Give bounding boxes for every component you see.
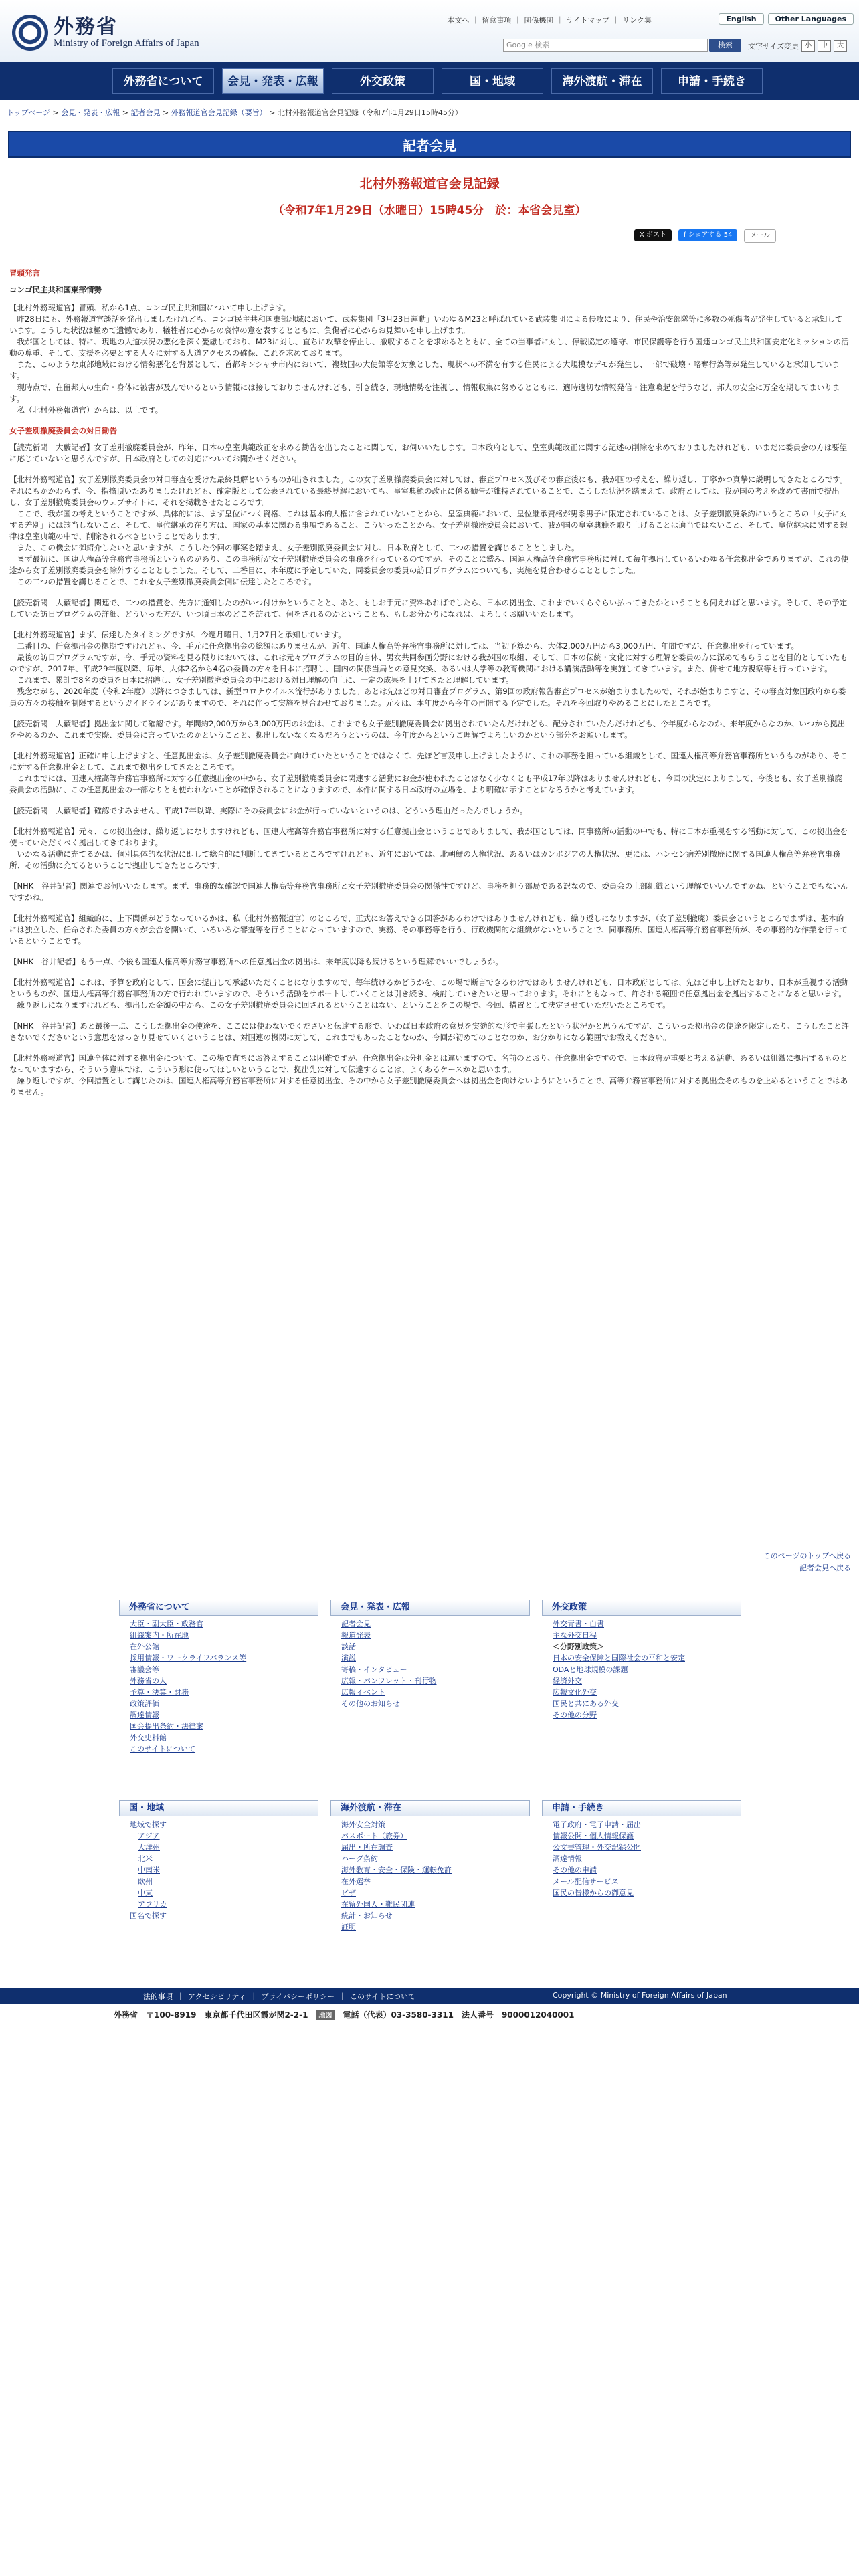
page-subtitle: （令和7年1月29日（水曜日）15時45分 於：本省会見室） xyxy=(272,204,587,217)
answer: この二つの措置を講じることで、これを女子差別撤廃委員会側に伝達したところです。 xyxy=(9,577,316,586)
paragraph: 【北村外務報道官】冒頭、私から1点、コンゴ民主共和国について申し上げます。 xyxy=(9,303,291,312)
section-heading: 女子差別撤廃委員会の対日勧告 xyxy=(9,426,117,435)
paragraph: また、このような東部地域における情勢悪化を背景として、首都キンシャサ市内において、複数国の大使館等を対象とした、現状への不満を有する住民による大規模なデモが発生し、一部で破壊・略奪行為等が発生していると承知しています。 xyxy=(9,360,840,381)
nav-item-region[interactable]: 国・地域 xyxy=(442,68,543,94)
back-to-top-link[interactable]: このページのトップへ戻る xyxy=(763,1551,851,1560)
answer: 繰り返しですが、今回措置として講じたのは、国連人権高等弁務官事務所に対する任意拠出金、その中から女子差別撤廃委員会へは拠出金を向けないようにということで、高等弁務官事務所に対する拠出金そのものを止めるということではありません。 xyxy=(9,1076,848,1097)
footer-link[interactable]: 政策評価 xyxy=(130,1699,159,1708)
back-to-press-link[interactable]: 記者会見へ戻る xyxy=(799,1564,851,1572)
site-logo[interactable] xyxy=(12,15,199,51)
footer-address xyxy=(114,2009,574,2020)
emblem-icon xyxy=(12,15,48,51)
footer-link[interactable]: その他の分野 xyxy=(553,1711,597,1719)
question: 【読売新聞 大藪記者】確認ですみません、平成17年以降、実際にその委員会にお金が行っていないというのは、どういう理由だったんでしょうか。 xyxy=(9,806,528,815)
util-link[interactable]: サイトマップ xyxy=(566,16,610,25)
answer: ここで、我が国の考えということですが、具体的には、まず皇位につく資格、これは基本的人権に含まれていないことから、皇室典範において、皇位継承資格が男系男子に限定されていることは、女子差別撤廃条約にいうところの「女子に対する差別」には該当しないこと、そして、皇位継承の在り方は、国家の基本に関わる事項であること、こういったことから、女子差別撤廃委員会において、我が国の皇室典範を取り上げることは適当ではないこと、そして、皇位継承に関する規律は皇室典範の中で、削除されるべきということであります。 xyxy=(9,509,848,541)
separator: ｜ xyxy=(472,16,480,25)
answer: 【北村外務報道官】女子差別撤廃委員会の対日審査を受けた最終見解というものが出されました。この女子差別撤廃委員会に対しては、審査プロセス及びその審査後にも、我が国の考えを、繰り返し、丁寧かつ真摯に説明してきたところです。それにもかかわらず、今、指摘頂いたありましたけれども、確定版として公表されている最終見解においても、皇室典範の改正に係る勧告が維持されていることで、こうした状況を踏まえて、政府としては、我が国の考えを改めて書面で提出し、女子差別撤廃委員会のウェブサイトに、それを掲載させたところです。 xyxy=(9,475,848,507)
other-languages-button[interactable]: Other Languages xyxy=(768,13,854,25)
section-heading: 冒頭発言 xyxy=(9,268,40,278)
font-size-medium-button[interactable]: 中 xyxy=(818,40,831,52)
footer-link[interactable]: 日本の安全保障と国際社会の平和と安定 xyxy=(553,1654,685,1662)
answer: これまで、累計で8名の委員を日本に招聘し、女子差別撤廃委員会の中における対日理解の向上に、一定の成果を上げてきたと理解しています。 xyxy=(9,675,514,685)
logo-en: Ministry of Foreign Affairs of Japan xyxy=(54,37,199,49)
answer: 【北村外務報道官】組織的に、上下関係がどうなっているかは、私（北村外務報道官）のところで、正式にお答えできる回答があるわけではありませんけれども、繰り返しになりますが、（女子差別撤廃）委員会というところでまずは、基本的には独立した、任命された委員の方々が会合を開いて、いろいろな審査等を行うことになっていますので、実務、その事務等を行う、行政機関的な組織がないということで、同事務所、国連人権高等弁務官事務所が、その事務的な作業を行っているということです。 xyxy=(9,914,848,946)
footer-link[interactable]: 届出・所在調査 xyxy=(341,1843,393,1852)
copyright: Copyright © Ministry of Foreign Affairs of Japan xyxy=(553,1991,727,2000)
answer: まず最初に、国連人権高等弁務官事務所というものがあり、この事務所が女子差別撤廃委員会の事務を行っているのですが、そのことに鑑み、国連人権高等弁務官事務所に対して毎年拠出しているいわゆる任意拠出金でありますが、これの使途から女子差別撤廃委員会を除外することとしました。そして、二番目に、本年度に予定していた、同委員会の委員の訪日プログラムについても、実施を見合わせることとしました。 xyxy=(9,554,849,575)
answer: これまでには、国連人権高等弁務官事務所に対する任意拠出金の中から、女子差別撤廃委員会に関連する活動にお金が使われたことはなく少なくとも平成17年以降はありませんけれども、今回の決定によりまして、今後とも、女子差別撤廃委員会の活動に、この任意拠出金の一部なりとも使われないことが確保されることになりますので、本件に関する日本政府の立場を、より明確に示すことになろうかと考えています。 xyxy=(9,774,842,794)
nav-item-press[interactable]: 会見・発表・広報 xyxy=(222,68,324,94)
utility-links xyxy=(447,15,652,25)
footer-link[interactable]: 公文書管理・外交記録公開 xyxy=(553,1843,641,1852)
footer-link[interactable]: 国名で探す xyxy=(130,1911,167,1920)
corporate-number: 法人番号 9000012040001 xyxy=(461,2010,575,2020)
footer-col-region xyxy=(119,1800,318,1921)
mail-share-button[interactable]: メール xyxy=(744,229,776,243)
footer-link[interactable]: アジア xyxy=(138,1832,160,1840)
footer-link[interactable]: 情報公開・個人情報保護 xyxy=(553,1832,634,1840)
footer-link[interactable]: 経済外交 xyxy=(553,1677,582,1685)
footer-subheading: ＜分野別政策＞ xyxy=(553,1642,604,1651)
footer-link[interactable]: 在外公館 xyxy=(130,1642,159,1651)
footer-legal-link[interactable]: 法的事項 xyxy=(143,1992,173,2001)
question: 【NHK 谷井記者】あと最後一点、こうした拠出金の使途を、ここには使わないでくださいと伝達する形で、いわば日本政府の意見を実効的な形で主張したという状況かと思うんですが、こういった拠出金の使途を限定したり、こうしたこと許さないでくださいという意思をはっきり見せていくということは、対国連の機関に対して、これまでもあったことなのか、今回が初めてのことなのか、お分かりになる範囲でお教えください。 xyxy=(9,1021,850,1042)
util-link[interactable]: 留意事項 xyxy=(482,16,512,25)
footer-link[interactable]: パスポート（旅券） xyxy=(341,1832,407,1840)
footer-link[interactable]: 大臣・副大臣・政務官 xyxy=(130,1620,203,1628)
footer-heading[interactable]: 申請・手続き xyxy=(542,1800,741,1816)
org-name: 外務省 xyxy=(114,2010,138,2020)
separator: ｜ xyxy=(556,16,564,25)
map-link[interactable]: 地図 xyxy=(316,2010,335,2020)
answer: 二番目の、任意拠出金の拠期ですけれども、今、手元に任意拠出金の総額はありませんが、近年、国連人権高等弁務官事務所に対しては、当初予算から、大体2,000万円から3,000万円、年間ですが、任意拠出を行っています。 xyxy=(9,641,799,651)
paragraph: 私（北村外務報道官）からは、以上です。 xyxy=(9,405,163,415)
footer-link[interactable]: 北米 xyxy=(138,1854,153,1863)
answer: 最後の訪日プログラムですが、今、手元の資料を見る限りにおいては、これは元々プログラムの目的自体、男女共同参画分野における我が国の取組、そして、日本の伝統・文化に対する理解を委員の方に深めてもらうことを目的としていたものですが、2017年、平成29年度以降、毎年、大体2名から4名の委員の方々を日本に招聘し、国内の関係当局との意見交換、あるいは大学等の教育機関における講演活動等を実施してきています。また、併せて地方視察等も行っています。 xyxy=(9,653,848,673)
question: 【読売新聞 大藪記者】拠出金に関して確認です。年間約2,000万から3,000万円のお金は、これまでも女子差別撤廃委員会に拠出されていたんだけれども、配分されていたんだけれども、今年度からなのか、来年度からなのか、いつから拠出をやめるのか、これまで実際、委員会に言っていたのかということと、拠出しないなくなるだろうというのは、今年度からというご理解でよろしいのかという部分をお願いします。 xyxy=(9,719,846,740)
footer-col-press xyxy=(330,1600,530,1709)
footer-link[interactable]: メール配信サービス xyxy=(553,1877,619,1886)
search-button[interactable]: 検索 xyxy=(709,39,741,52)
postal-address: 〒100-8919 東京都千代田区霞が関2-2-1 xyxy=(146,2010,308,2020)
font-size-label: 文字サイズ変更 xyxy=(748,42,799,51)
phone: 電話（代表）03-3580-3311 xyxy=(343,2010,454,2020)
facebook-share-button[interactable]: f シェアする 54 xyxy=(678,229,737,241)
nav-item-application[interactable]: 申請・手続き xyxy=(661,68,763,94)
util-link[interactable]: 本文へ xyxy=(447,16,470,25)
main-content xyxy=(9,258,850,1107)
footer-link[interactable]: 欧州 xyxy=(138,1877,153,1886)
footer-col-travel xyxy=(330,1800,530,1933)
footer-link[interactable]: 広報・パンフレット・刊行物 xyxy=(341,1677,437,1685)
footer-link[interactable]: アフリカ xyxy=(138,1900,167,1909)
answer: また、この機会に御紹介したいと思いますが、こうした今回の事案を踏まえ、女子差別撤廃委員会に対し、日本政府として、二つの措置を講じることとしました。 xyxy=(9,543,579,552)
footer-accessibility-link[interactable]: アクセシビリティ xyxy=(188,1992,246,2001)
subsection-heading: コンゴ民主共和国東部情勢 xyxy=(9,285,102,294)
separator: ｜ xyxy=(177,1992,184,2001)
footer-heading[interactable]: 国・地域 xyxy=(119,1800,318,1816)
footer-link[interactable]: 在留外国人・難民関連 xyxy=(341,1900,415,1909)
paragraph: 現時点で、在留邦人の生命・身体に被害が及んでいるという情報には接しておりませんけれども、引き続き、現地情勢を注視し、情報収集に努めるとともに、適時適切な情報発信・注意喚起を行うなど、邦人の安全に万全を期してまいります。 xyxy=(9,383,840,403)
footer-link[interactable]: ハーグ条約 xyxy=(341,1854,378,1863)
answer: 【北村外務報道官】元々、この拠出金は、繰り返しになりますけれども、国連人権高等弁務官事務所に対する任意拠出金ということでありまして、我が国としては、同事務所の活動の中でも、特に日本が重視をする活動に対して、この拠出金を使っていただくべく拠出してきております。 xyxy=(9,827,848,847)
separator: ｜ xyxy=(339,1992,347,2001)
footer-link[interactable]: 国会提出条約・法律案 xyxy=(130,1722,203,1731)
footer-link[interactable]: 調達情報 xyxy=(130,1711,159,1719)
footer-link[interactable]: 地域で探す xyxy=(130,1820,167,1829)
footer-heading[interactable]: 外務省について xyxy=(119,1600,318,1616)
footer-col-about xyxy=(119,1600,318,1755)
separator: ｜ xyxy=(250,1992,258,2001)
breadcrumb-link[interactable]: 外務報道官会見記録（要旨） xyxy=(171,108,267,117)
page-title: 北村外務報道官会見記録 xyxy=(359,177,500,191)
footer-link[interactable]: 審議会等 xyxy=(130,1665,159,1674)
answer: 【北村外務報道官】正確に申し上げますと、任意拠出金は、女子差別撤廃委員会に向けていたということではなくて、先ほど言及申し上げましたように、これの事務を担っている組織として、国連人権高等弁務官事務所というものがあり、そこに対する任意拠出金として、これまで拠出をしてきたところです。 xyxy=(9,751,848,772)
footer-link[interactable]: 中東 xyxy=(138,1889,153,1897)
nav-item-policy[interactable]: 外交政策 xyxy=(332,68,434,94)
breadcrumb-link[interactable]: 記者会見 xyxy=(130,108,161,117)
footer-link[interactable]: 報道発表 xyxy=(341,1631,371,1640)
english-button[interactable]: English xyxy=(719,13,763,25)
global-nav xyxy=(0,62,859,100)
share-buttons xyxy=(634,229,776,243)
footer-heading[interactable]: 会見・発表・広報 xyxy=(330,1600,530,1616)
nav-item-travel[interactable]: 海外渡航・滞在 xyxy=(551,68,653,94)
footer-link[interactable]: 広報イベント xyxy=(341,1688,385,1697)
nav-item-about[interactable]: 外務省について xyxy=(112,68,214,94)
answer: 残念ながら、2020年度（令和2年度）以降につきましては、新型コロナウイルス流行がありました。あとは先ほどの対日審査プログラム、第9回の政府報告審査プロセスが始まりましたので、それが始まりますと、その審査対象国政府から委員の方々の接触を制限するというガイドラインがありますので、それに伴って実施を見合わせておりました。元々は、本年度から今年の再開する予定でした。それを今回取りやめることにしたところです。 xyxy=(9,687,846,708)
separator: ｜ xyxy=(612,16,620,25)
paragraph: 昨28日にも、外務報道官談話を発出しましたけれども、コンゴ民主共和国東部地域において、武装集団「3月23日運動」いわゆるM23と呼ばれている武装集団による侵攻により、住民や治安部隊等に多数の死傷者が発生していると承知しています。こうした状況は極めて遺憾であり、犠牲者に心からの哀悼の意を表するとともに、負傷者に心からお見舞いを申し上げます。 xyxy=(9,314,843,335)
footer-link[interactable]: その他のお知らせ xyxy=(341,1699,400,1708)
question: 【読売新聞 大藪記者】関連で、二つの措置を、先方に通知したのがいつ付けかということと、あと、もしお手元に資料あればでしたら、日本の拠出金、これまでいくらぐらい払ってきたかということも伺えればと思います。そして、その予定していた訪日プログラムの詳細、どういった方が、いつ頃日本のどこを訪れて、何をされるのかということも、もしお分かりになれば、よろしくお願いいたします。 xyxy=(9,598,848,619)
font-size-small-button[interactable]: 小 xyxy=(801,40,815,52)
footer-link[interactable]: 外交青書・白書 xyxy=(553,1620,604,1628)
footer-link[interactable]: 談話 xyxy=(341,1642,356,1651)
answer: 【北村外務報道官】これは、予算を政府として、国会に提出して承認いただくことになりますので、毎年続けるかどうかを、この場で断言できるわけではありませんけれども、日本政府としては、先ほど申し上げたとおり、日本が重視する活動というものが、国連人権高等弁務官事務所の方で行われていますので、そういう活動をサポートしていくことは引き続き、検討していきたいと思っております。それにともなって、許される範囲で任意拠出金を拠出することになると思います。 xyxy=(9,978,848,998)
site-header xyxy=(0,0,859,62)
footer-link[interactable]: 外交史料館 xyxy=(130,1733,167,1742)
question: 【読売新聞 大藪記者】女子差別撤廃委員会が、昨年、日本の皇室典範改正を求める勧告を出したことに関して、お伺いいたします。日本政府として、皇室典範改正に関する記述の削除を求めておりましたけれども、いまだに委員会の方は要望に応じていないと思うんですが、日本政府としての対応についてお聞かせください。 xyxy=(9,443,848,463)
answer: いかなる活動に充てるかは、個別具体的な状況に即して総合的に判断してきているところですけれども、近年においては、北朝鮮の人権状況、あるいはカンボジアの人権状況、更には、ハンセン病差別撤廃に関する国連人権高等弁務官事務所、その活動に充てるということで拠出してきたところです。 xyxy=(9,849,840,870)
footer-col-policy xyxy=(542,1600,741,1721)
question: 【NHK 谷井記者】関連でお伺いいたします。まず、事務的な確認で国連人権高等弁務官事務所と女子差別撤廃委員会の関係性ですけど、事務を担う部局である訳なので、委員会の上部組織という理解でいいんですかね、ということでもないんですかね。 xyxy=(9,881,848,902)
breadcrumb-current: 北村外務報道官会見記録（令和7年1月29日15時45分） xyxy=(277,108,462,117)
footer-link[interactable]: 国民と共にある外交 xyxy=(553,1699,619,1708)
logo-ja: 外務省 xyxy=(54,15,118,39)
footer-link[interactable]: このサイトについて xyxy=(130,1745,196,1753)
footer-link[interactable]: 在外選挙 xyxy=(341,1877,371,1886)
footer-link[interactable]: 採用情報・ワークライフバランス等 xyxy=(130,1654,247,1662)
font-size-large-button[interactable]: 大 xyxy=(834,40,847,52)
footer-link[interactable]: 大洋州 xyxy=(138,1843,160,1852)
answer: 【北村外務報道官】国連全体に対する拠出金について、この場で直ちにお答えすることは困難ですが、任意拠出金は分担金とは違いますので、名前のとおり、任意拠出金ですので、日本政府が重要と考える活動、あるいは組織に拠出するものとなっていますから、そういう意味では、こういう形に使ってほしいということで、拠出先に対して伝達することは、よくあるケースかと思います。 xyxy=(9,1053,848,1074)
footer-link[interactable]: 主な外交日程 xyxy=(553,1631,597,1640)
footer-link[interactable]: 電子政府・電子申請・届出 xyxy=(553,1820,641,1829)
footer-privacy-link[interactable]: プライバシーポリシー xyxy=(261,1992,335,2001)
footer-heading[interactable]: 外交政策 xyxy=(542,1600,741,1616)
footer-link[interactable]: ODAと地球規模の課題 xyxy=(553,1665,628,1674)
footer-link[interactable]: 記者会見 xyxy=(341,1620,371,1628)
paragraph: 我が国としては、特に、現地の人道状況の悪化を深く憂慮しており、M23に対し、直ちに攻撃を停止し、撤収することを求めるとともに、全ての当事者に対し、停戦協定の遵守、市民保護等を行う国連コンゴ民主共和国安定化ミッションの活動の尊重、そして、支援を必要とする人々に対する人道アクセスの確保、これを求めております。 xyxy=(9,337,849,358)
footer-link[interactable]: 海外安全対策 xyxy=(341,1820,385,1829)
footer-bar xyxy=(0,1988,859,2004)
font-size-control xyxy=(748,40,847,52)
breadcrumb: トップページ > 会見・発表・広報 > 記者会見 > 外務報道官会見記録（要旨） > 北村外務報道官会見記録（令和7年1月29日15時45分） xyxy=(7,108,462,117)
util-link[interactable]: リンク集 xyxy=(622,16,652,25)
page-nav-links xyxy=(763,1550,851,1574)
util-link[interactable]: 関係機関 xyxy=(524,16,554,25)
footer-link[interactable]: 組織案内・所在地 xyxy=(130,1631,189,1640)
answer: 【北村外務報道官】まず、伝達したタイミングですが、今週月曜日、1月27日と承知しています。 xyxy=(9,630,346,639)
breadcrumb-link[interactable]: トップページ xyxy=(7,108,51,117)
separator: ｜ xyxy=(514,16,522,25)
page-section-bar: 記者会見 xyxy=(8,131,851,158)
footer-link[interactable]: ビザ xyxy=(341,1889,356,1897)
answer: 繰り返しになりますけれども、拠出した金額の中から、この女子差別撤廃委員会に回されるということはない、ということをこの場で、今回、措置として決定させていただいたところです。 xyxy=(9,1000,670,1010)
footer-link[interactable]: 外務省の人 xyxy=(130,1677,167,1685)
footer-link[interactable]: 調達情報 xyxy=(553,1854,582,1863)
footer-heading[interactable]: 海外渡航・滞在 xyxy=(330,1800,530,1816)
breadcrumb-link[interactable]: 会見・発表・広報 xyxy=(61,108,120,117)
footer-link[interactable]: その他の申請 xyxy=(553,1866,597,1874)
x-post-button[interactable]: X ポスト xyxy=(634,229,672,241)
footer-link[interactable]: 予算・決算・財務 xyxy=(130,1688,189,1697)
footer-about-site-link[interactable]: このサイトについて xyxy=(350,1992,416,2001)
search-input[interactable]: Google 検索 xyxy=(503,39,708,52)
footer-link[interactable]: 国民の皆様からの御意見 xyxy=(553,1889,634,1897)
footer-link[interactable]: 統計・お知らせ xyxy=(341,1911,393,1920)
footer-link[interactable]: 海外教育・安全・保険・運転免許 xyxy=(341,1866,452,1874)
footer-link[interactable]: 広報文化外交 xyxy=(553,1688,597,1697)
footer-col-application xyxy=(542,1800,741,1899)
footer-link[interactable]: 演説 xyxy=(341,1654,356,1662)
question: 【NHK 谷井記者】もう一点、今後も国連人権高等弁務官事務所への任意拠出金の拠出は、来年度以降も続けるという理解でいいでしょうか。 xyxy=(9,957,503,966)
footer-link[interactable]: 寄稿・インタビュー xyxy=(341,1665,407,1674)
footer-link[interactable]: 証明 xyxy=(341,1923,356,1931)
footer-link[interactable]: 中南米 xyxy=(138,1866,160,1874)
